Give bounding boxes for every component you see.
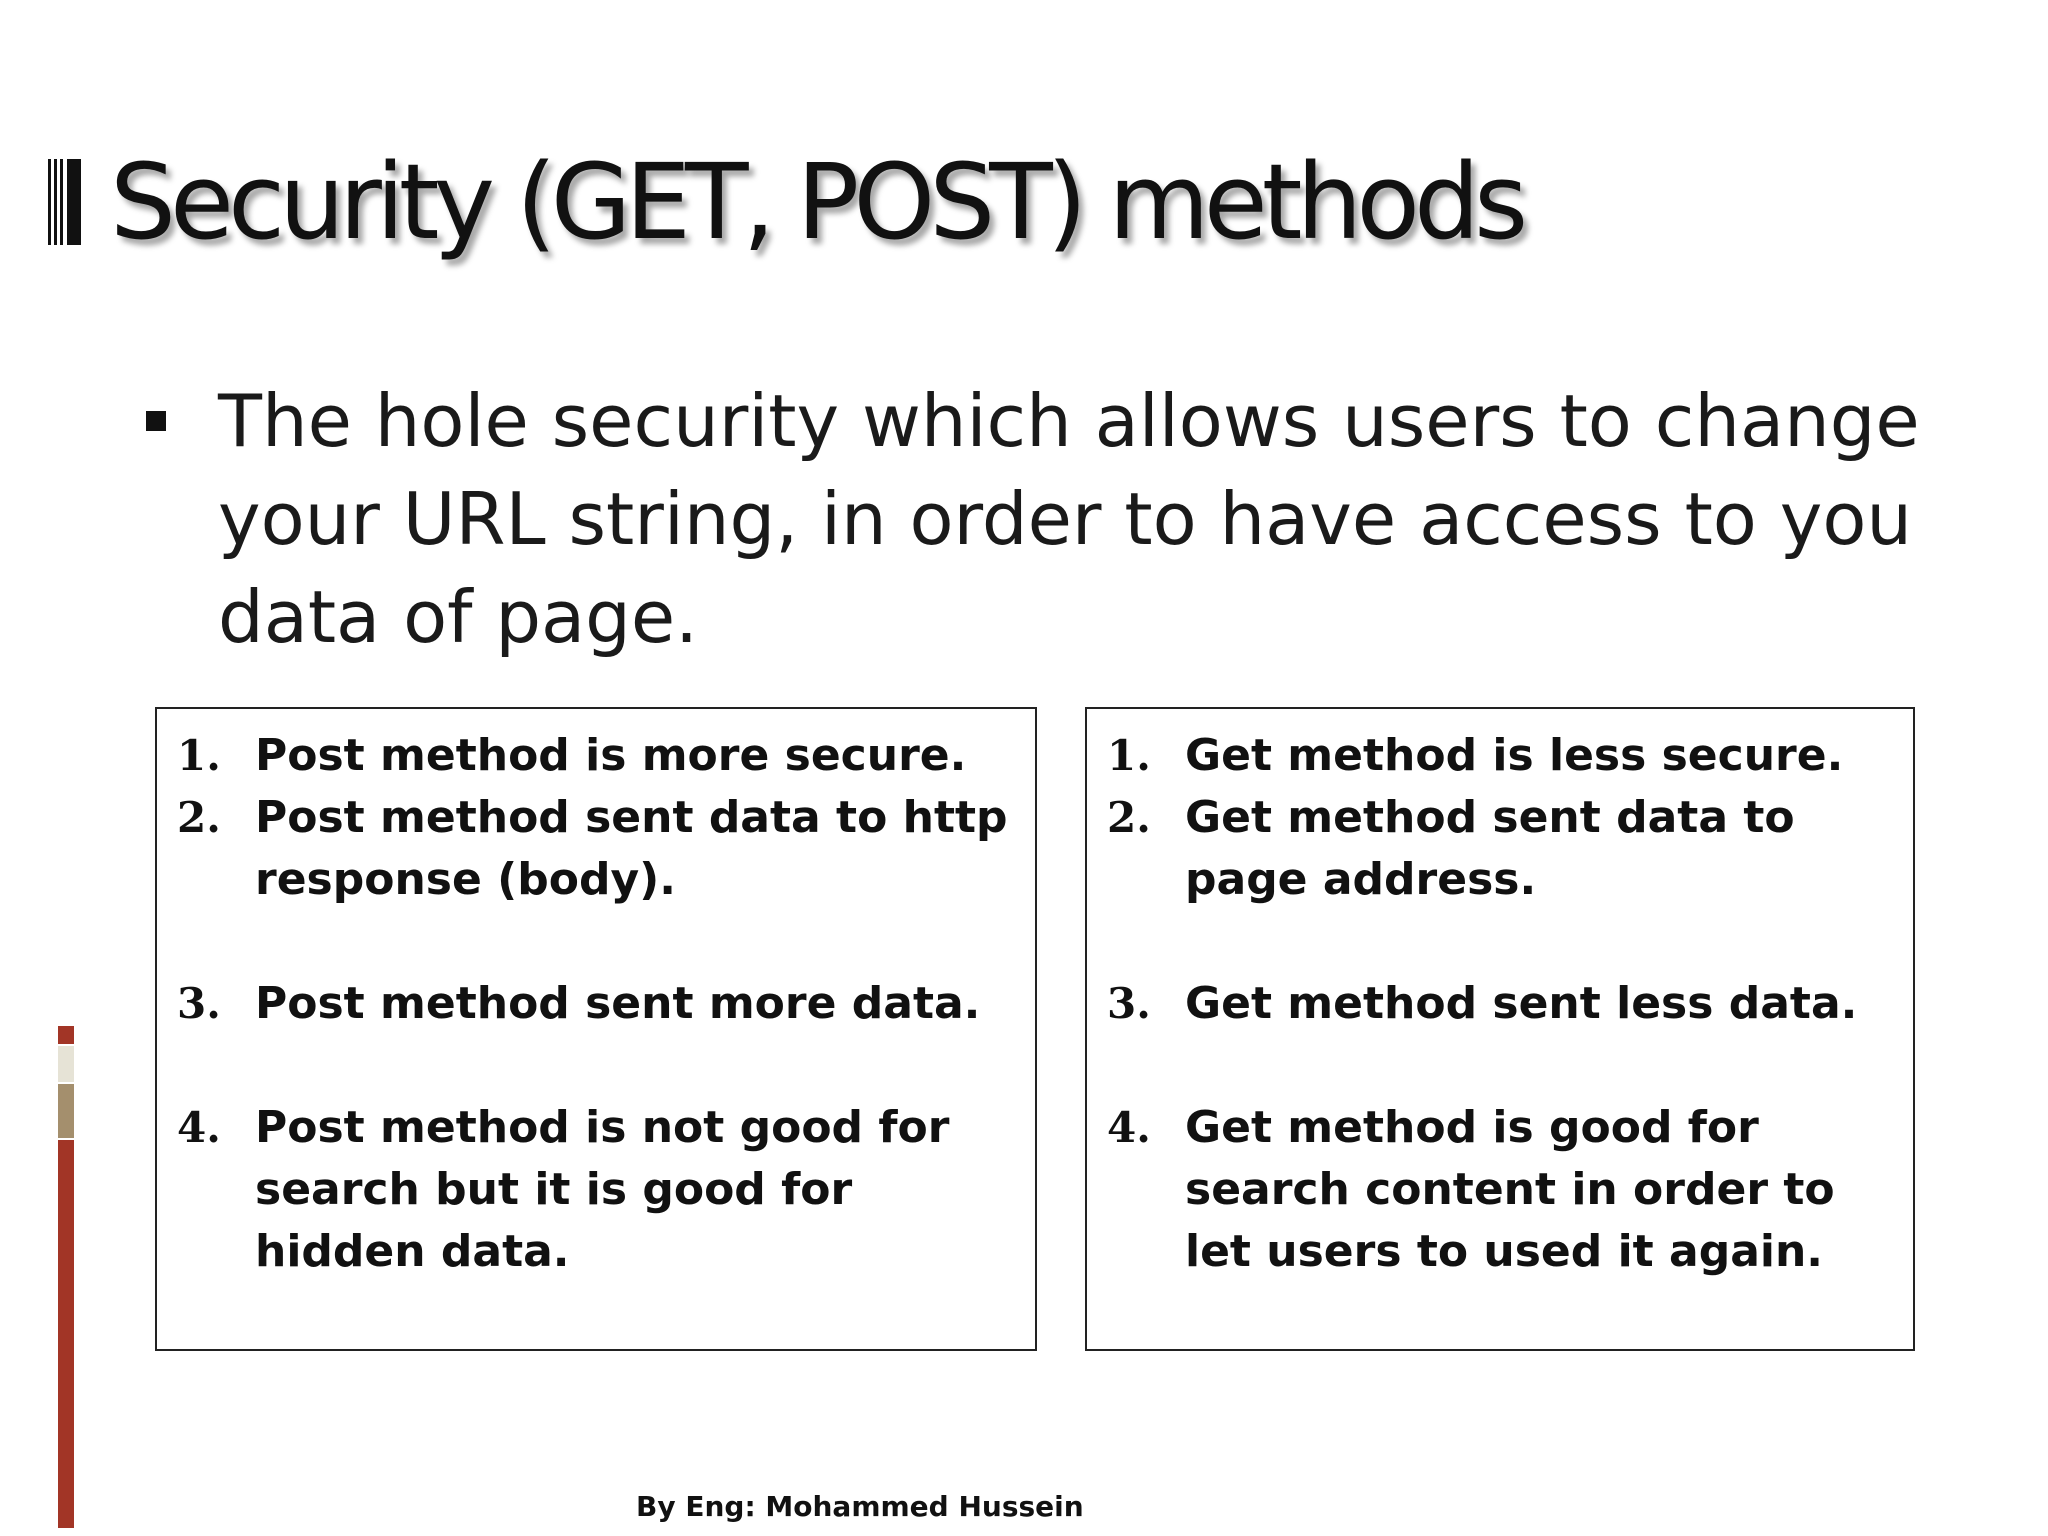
list-item (177, 973, 1015, 1035)
list-item-number: 2. (177, 793, 221, 842)
list-item (1107, 973, 1893, 1035)
list-item-number: 4. (177, 1103, 221, 1152)
list-item-number: 1. (177, 731, 221, 780)
vertical-bars-icon (48, 159, 82, 245)
get-method-box (1085, 707, 1915, 1351)
list-item-number: 3. (1107, 979, 1151, 1028)
list-item-text: Get method is less secure. (1185, 730, 1844, 781)
list-item-text: Post method is more secure. (255, 730, 967, 781)
accent-bar-tan (58, 1084, 74, 1138)
list-item (1107, 725, 1893, 787)
bullet-text: The hole security which allows users to change your URL string, in order to have access to you data of page. (218, 379, 1920, 659)
list-item-number: 3. (177, 979, 221, 1028)
footer-author: By Eng: Mohammed Hussein (636, 1490, 1084, 1523)
list-item (1107, 1097, 1893, 1283)
list-item (177, 787, 1015, 911)
list-item-text: Get method sent data to page address. (1185, 792, 1795, 905)
list-item-text: Post method sent more data. (255, 978, 981, 1029)
list-item-text: Get method sent less data. (1185, 978, 1858, 1029)
slide-title: Security (GET, POST) methods (110, 141, 1523, 263)
post-method-box (155, 707, 1037, 1351)
title-row (48, 132, 1522, 272)
list-item-number: 1. (1107, 731, 1151, 780)
get-method-list (1107, 725, 1893, 1283)
post-method-list (177, 725, 1015, 1283)
list-item (1107, 787, 1893, 911)
list-item-text: Get method is good for search content in order to let users to used it again. (1185, 1102, 1835, 1277)
accent-bar-red-bottom (58, 1140, 74, 1528)
square-bullet-icon (146, 411, 166, 431)
list-item-number: 2. (1107, 793, 1151, 842)
list-item-text: Post method sent data to http response (body). (255, 792, 1008, 905)
list-item-text: Post method is not good for search but it is good for hidden data. (255, 1102, 950, 1277)
accent-bar-cream (58, 1046, 74, 1082)
accent-bar-red-top (58, 1026, 74, 1044)
list-item (177, 1097, 1015, 1283)
list-item (177, 725, 1015, 787)
bullet-paragraph (146, 372, 1946, 666)
list-item-number: 4. (1107, 1103, 1151, 1152)
